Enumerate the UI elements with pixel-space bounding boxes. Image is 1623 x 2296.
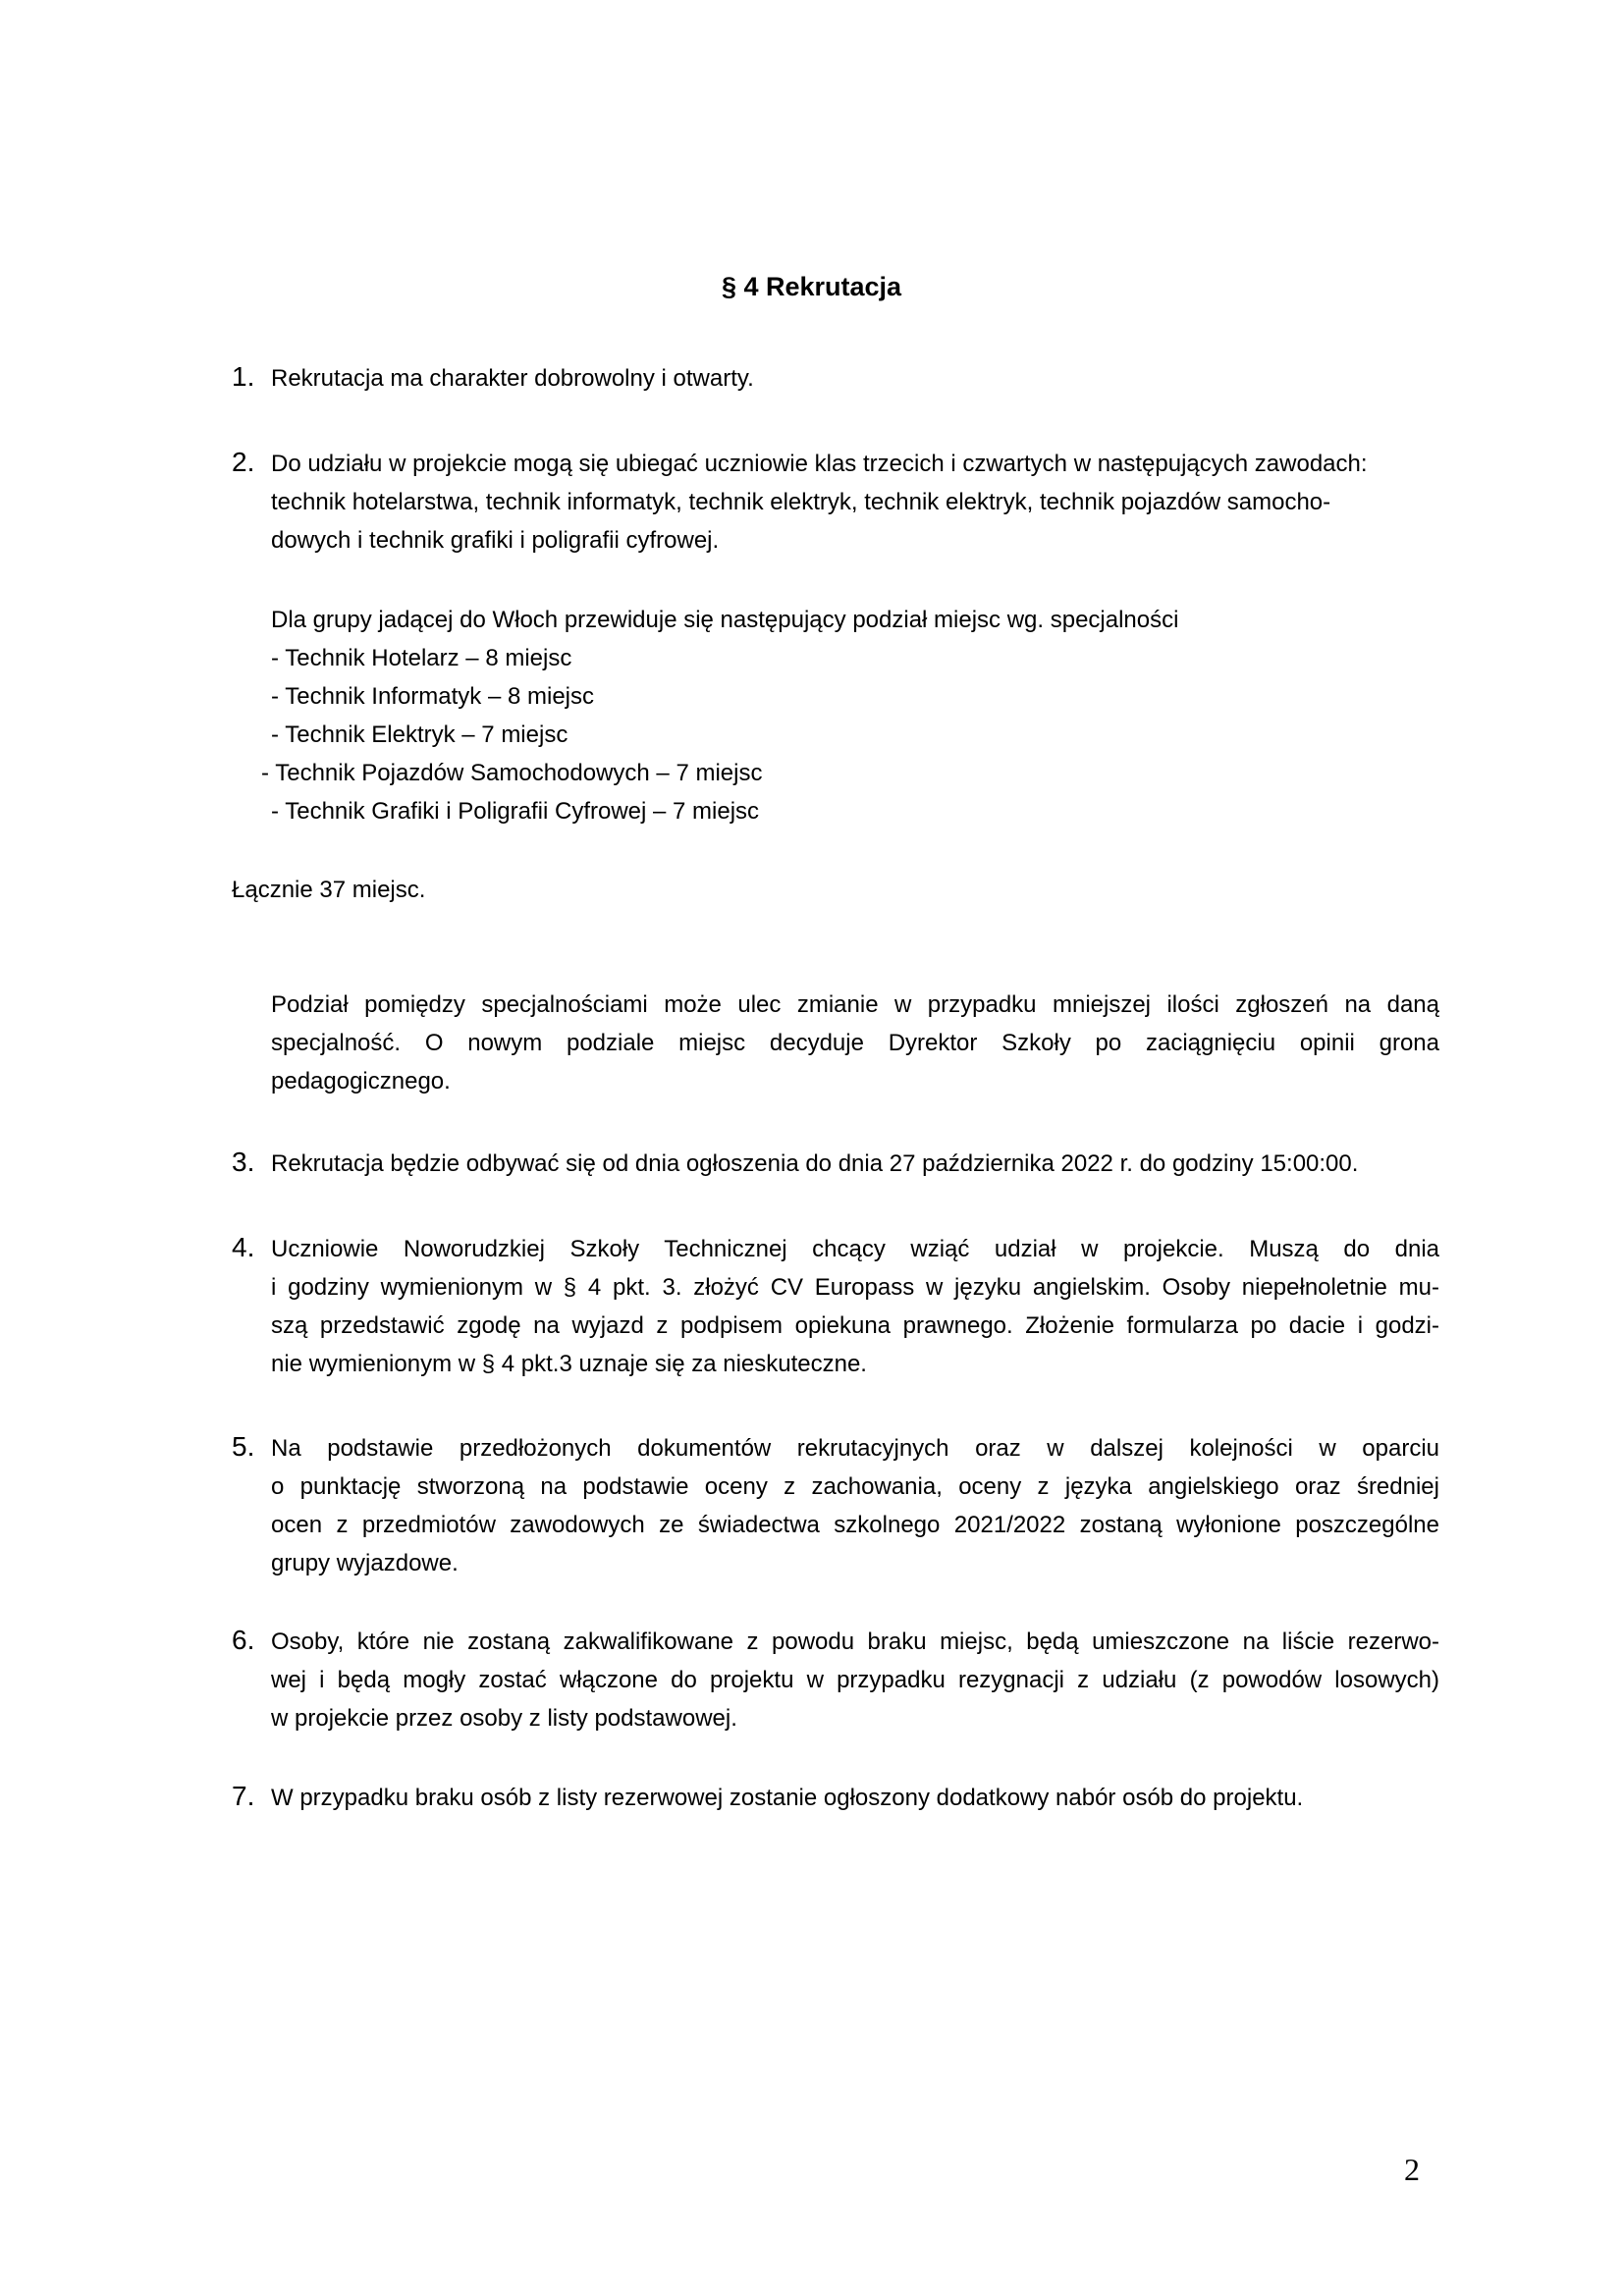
section-title: § 4 Rekrutacja bbox=[721, 272, 902, 301]
item-text-line: wej i będą mogły zostać włączone do projektu w przypadku rezygnacji z udziału (z powodów losowych) bbox=[271, 1667, 1439, 1693]
item-text-line: Rekrutacja będzie odbywać się od dnia ogłoszenia do dnia 27 października 2022 r. do godziny 15:00:00. bbox=[271, 1150, 1359, 1177]
item-text-line: Do udziału w projekcie mogą się ubiegać uczniowie klas trzecich i czwartych w następujących zawodach: bbox=[271, 451, 1368, 477]
list-item-1 bbox=[232, 359, 1439, 398]
item-text-line: Osoby, które nie zostaną zakwalifikowane z powodu braku miejsc, będą umieszczone na liście rezerwo- bbox=[271, 1629, 1439, 1655]
item-number: 5. bbox=[232, 1431, 255, 1462]
list-item-2 bbox=[232, 445, 1439, 560]
list-item-3 bbox=[232, 1145, 1439, 1183]
item-text-line: Na podstawie przedłożonych dokumentów rekrutacyjnych oraz w dalszej kolejności w oparciu bbox=[271, 1435, 1439, 1462]
allocation-entry: - Technik Elektryk – 7 miejsc bbox=[271, 721, 568, 748]
item-number: 6. bbox=[232, 1625, 255, 1655]
allocation-entry: - Technik Grafiki i Poligrafii Cyfrowej – 7 miejsc bbox=[271, 798, 760, 825]
item-number: 1. bbox=[232, 361, 255, 392]
item-text-line: Uczniowie Noworudzkiej Szkoły Technicznej chcący wziąć udział w projekcie. Muszą do dnia bbox=[271, 1236, 1439, 1262]
item-text-line: o punktację stworzoną na podstawie oceny z zachowania, oceny z języka angielskiego oraz średniej bbox=[271, 1473, 1439, 1500]
note-line: specjalność. O nowym podziale miejsc decyduje Dyrektor Szkoły po zaciągnięciu opinii grona bbox=[271, 1030, 1439, 1056]
allocation-note bbox=[271, 986, 1439, 1100]
allocation-entry: - Technik Hotelarz – 8 miejsc bbox=[271, 645, 572, 671]
list-item-5 bbox=[232, 1429, 1439, 1582]
allocation-intro: Dla grupy jadącej do Włoch przewiduje się następujący podział miejsc wg. specjalności bbox=[271, 607, 1179, 633]
allocation-entry: - Technik Pojazdów Samochodowych – 7 miejsc bbox=[261, 760, 763, 786]
item-text-line: ocen z przedmiotów zawodowych ze świadectwa szkolnego 2021/2022 zostaną wyłonione poszczególne bbox=[271, 1512, 1439, 1538]
note-line: pedagogicznego. bbox=[271, 1068, 451, 1095]
item-text-line: technik hotelarstwa, technik informatyk, technik elektryk, technik elektryk, technik pojazdów samocho- bbox=[271, 489, 1331, 515]
note-line: Podział pomiędzy specjalnościami może ulec zmianie w przypadku mniejszej ilości zgłoszeń na daną bbox=[271, 991, 1439, 1018]
item-number: 2. bbox=[232, 447, 255, 477]
item-text-line: Rekrutacja ma charakter dobrowolny i otwarty. bbox=[271, 365, 754, 392]
item-text-line: W przypadku braku osób z listy rezerwowej zostanie ogłoszony dodatkowy nabór osób do projektu. bbox=[271, 1785, 1304, 1811]
item-text-line: grupy wyjazdowe. bbox=[271, 1550, 459, 1576]
item-number: 4. bbox=[232, 1232, 255, 1262]
item-text-line: nie wymienionym w § 4 pkt.3 uznaje się za nieskuteczne. bbox=[271, 1351, 867, 1377]
allocation-total: Łącznie 37 miejsc. bbox=[232, 877, 426, 903]
list-item-4 bbox=[232, 1230, 1439, 1383]
item-text-line: i godziny wymienionym w § 4 pkt. 3. złożyć CV Europass w języku angielskim. Osoby niepełnoletnie mu- bbox=[271, 1274, 1439, 1301]
list-item-6 bbox=[232, 1623, 1439, 1737]
list-item-7 bbox=[232, 1779, 1439, 1817]
item-text-line: szą przedstawić zgodę na wyjazd z podpisem opiekuna prawnego. Złożenie formularza po dacie i godzi- bbox=[271, 1312, 1439, 1339]
item-text-line: w projekcie przez osoby z listy podstawowej. bbox=[271, 1705, 737, 1732]
allocation-entry: - Technik Informatyk – 8 miejsc bbox=[271, 683, 595, 710]
item-number: 7. bbox=[232, 1781, 255, 1811]
item-text-line: dowych i technik grafiki i poligrafii cyfrowej. bbox=[271, 527, 720, 554]
item-number: 3. bbox=[232, 1147, 255, 1177]
page-number: 2 bbox=[1404, 2152, 1420, 2187]
